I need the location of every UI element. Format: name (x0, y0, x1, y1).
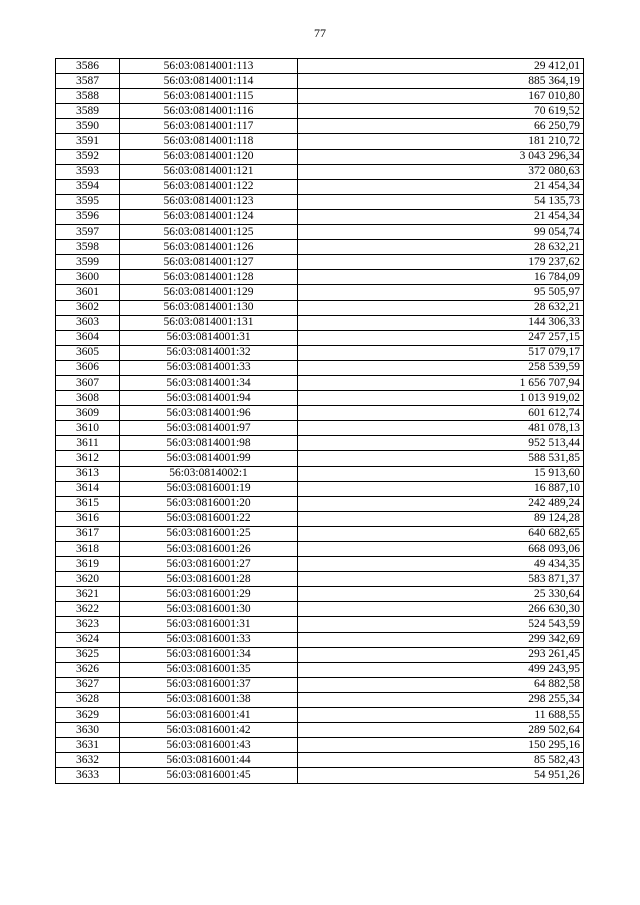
cadastral-value-cell: 289 502,64 (298, 723, 584, 738)
cadastral-value-cell: 499 243,95 (298, 662, 584, 677)
cadastral-number-cell: 56:03:0814001:94 (120, 391, 298, 406)
table-row (56, 602, 584, 617)
cadastral-value-cell: 21 454,34 (298, 209, 584, 224)
cadastral-number-cell: 56:03:0814001:127 (120, 255, 298, 270)
cadastral-value-cell: 885 364,19 (298, 74, 584, 89)
cadastral-number-cell: 56:03:0814001:115 (120, 89, 298, 104)
row-number-cell: 3598 (56, 240, 120, 255)
cadastral-number-cell: 56:03:0816001:42 (120, 723, 298, 738)
row-number-cell: 3604 (56, 330, 120, 345)
cadastral-value-cell: 54 951,26 (298, 768, 584, 783)
cadastral-value-cell: 28 632,21 (298, 300, 584, 315)
cadastral-number-cell: 56:03:0816001:37 (120, 677, 298, 692)
table-row (56, 557, 584, 572)
page-number: 77 (314, 26, 326, 40)
row-number-cell: 3621 (56, 587, 120, 602)
cadastral-value-cell: 293 261,45 (298, 647, 584, 662)
cadastral-value-cell: 258 539,59 (298, 360, 584, 375)
cadastral-number-cell: 56:03:0814001:113 (120, 59, 298, 74)
cadastral-number-cell: 56:03:0816001:20 (120, 496, 298, 511)
cadastral-value-cell: 1 656 707,94 (298, 375, 584, 390)
cadastral-number-cell: 56:03:0814001:123 (120, 194, 298, 209)
cadastral-value-cell: 640 682,65 (298, 526, 584, 541)
cadastral-value-cell: 668 093,06 (298, 542, 584, 557)
cadastral-value-cell: 64 882,58 (298, 677, 584, 692)
cadastral-number-cell: 56:03:0816001:26 (120, 542, 298, 557)
cadastral-value-cell: 21 454,34 (298, 179, 584, 194)
table-row (56, 300, 584, 315)
cadastral-value-cell: 372 080,63 (298, 164, 584, 179)
cadastral-number-cell: 56:03:0814001:122 (120, 179, 298, 194)
cadastral-value-cell: 299 342,69 (298, 632, 584, 647)
row-number-cell: 3586 (56, 59, 120, 74)
row-number-cell: 3593 (56, 164, 120, 179)
table-row (56, 738, 584, 753)
cadastral-number-cell: 56:03:0814001:98 (120, 436, 298, 451)
cadastral-value-cell: 524 543,59 (298, 617, 584, 632)
cadastral-number-cell: 56:03:0814001:96 (120, 406, 298, 421)
cadastral-value-table (55, 58, 584, 784)
cadastral-number-cell: 56:03:0816001:28 (120, 572, 298, 587)
cadastral-value-cell: 242 489,24 (298, 496, 584, 511)
row-number-cell: 3592 (56, 149, 120, 164)
table-row (56, 662, 584, 677)
cadastral-value-cell: 481 078,13 (298, 421, 584, 436)
table-row (56, 59, 584, 74)
row-number-cell: 3625 (56, 647, 120, 662)
cadastral-value-cell: 150 295,16 (298, 738, 584, 753)
table-row (56, 134, 584, 149)
cadastral-value-cell: 29 412,01 (298, 59, 584, 74)
cadastral-value-cell: 16 784,09 (298, 270, 584, 285)
cadastral-value-cell: 952 513,44 (298, 436, 584, 451)
row-number-cell: 3596 (56, 209, 120, 224)
cadastral-number-cell: 56:03:0814001:126 (120, 240, 298, 255)
cadastral-value-cell: 99 054,74 (298, 225, 584, 240)
table-row (56, 119, 584, 134)
table-row (56, 285, 584, 300)
table-row (56, 360, 584, 375)
cadastral-value-cell: 11 688,55 (298, 708, 584, 723)
table-row (56, 511, 584, 526)
table-row (56, 149, 584, 164)
row-number-cell: 3588 (56, 89, 120, 104)
cadastral-value-cell: 601 612,74 (298, 406, 584, 421)
row-number-cell: 3613 (56, 466, 120, 481)
cadastral-number-cell: 56:03:0814001:34 (120, 375, 298, 390)
cadastral-number-cell: 56:03:0816001:19 (120, 481, 298, 496)
table-row (56, 436, 584, 451)
row-number-cell: 3587 (56, 74, 120, 89)
table-row (56, 209, 584, 224)
row-number-cell: 3624 (56, 632, 120, 647)
cadastral-number-cell: 56:03:0816001:44 (120, 753, 298, 768)
cadastral-number-cell: 56:03:0814001:125 (120, 225, 298, 240)
table-row (56, 542, 584, 557)
row-number-cell: 3589 (56, 104, 120, 119)
cadastral-value-cell: 70 619,52 (298, 104, 584, 119)
row-number-cell: 3591 (56, 134, 120, 149)
cadastral-value-cell: 583 871,37 (298, 572, 584, 587)
cadastral-number-cell: 56:03:0814001:124 (120, 209, 298, 224)
cadastral-number-cell: 56:03:0816001:29 (120, 587, 298, 602)
table-row (56, 692, 584, 707)
row-number-cell: 3619 (56, 557, 120, 572)
table-row (56, 375, 584, 390)
cadastral-value-cell: 298 255,34 (298, 692, 584, 707)
row-number-cell: 3623 (56, 617, 120, 632)
table-row (56, 768, 584, 783)
cadastral-value-cell: 16 887,10 (298, 481, 584, 496)
cadastral-number-cell: 56:03:0814001:129 (120, 285, 298, 300)
cadastral-number-cell: 56:03:0816001:27 (120, 557, 298, 572)
table-body (56, 59, 584, 784)
cadastral-number-cell: 56:03:0816001:33 (120, 632, 298, 647)
row-number-cell: 3629 (56, 708, 120, 723)
cadastral-value-cell: 144 306,33 (298, 315, 584, 330)
cadastral-number-cell: 56:03:0816001:31 (120, 617, 298, 632)
cadastral-value-cell: 66 250,79 (298, 119, 584, 134)
cadastral-value-cell: 1 013 919,02 (298, 391, 584, 406)
row-number-cell: 3595 (56, 194, 120, 209)
row-number-cell: 3622 (56, 602, 120, 617)
cadastral-number-cell: 56:03:0816001:43 (120, 738, 298, 753)
cadastral-value-cell: 89 124,28 (298, 511, 584, 526)
table-row (56, 466, 584, 481)
cadastral-number-cell: 56:03:0816001:34 (120, 647, 298, 662)
cadastral-number-cell: 56:03:0816001:38 (120, 692, 298, 707)
cadastral-number-cell: 56:03:0814001:116 (120, 104, 298, 119)
cadastral-value-cell: 3 043 296,34 (298, 149, 584, 164)
table-row (56, 617, 584, 632)
cadastral-value-cell: 95 505,97 (298, 285, 584, 300)
table-row (56, 89, 584, 104)
row-number-cell: 3608 (56, 391, 120, 406)
table-row (56, 179, 584, 194)
cadastral-number-cell: 56:03:0814002:1 (120, 466, 298, 481)
table-row (56, 526, 584, 541)
row-number-cell: 3628 (56, 692, 120, 707)
row-number-cell: 3603 (56, 315, 120, 330)
row-number-cell: 3620 (56, 572, 120, 587)
cadastral-number-cell: 56:03:0816001:25 (120, 526, 298, 541)
table-row (56, 330, 584, 345)
cadastral-number-cell: 56:03:0814001:117 (120, 119, 298, 134)
row-number-cell: 3590 (56, 119, 120, 134)
cadastral-number-cell: 56:03:0816001:45 (120, 768, 298, 783)
row-number-cell: 3600 (56, 270, 120, 285)
cadastral-value-cell: 247 257,15 (298, 330, 584, 345)
cadastral-value-cell: 25 330,64 (298, 587, 584, 602)
table-row (56, 74, 584, 89)
cadastral-number-cell: 56:03:0814001:120 (120, 149, 298, 164)
table-row (56, 315, 584, 330)
cadastral-value-cell: 588 531,85 (298, 451, 584, 466)
cadastral-number-cell: 56:03:0814001:114 (120, 74, 298, 89)
row-number-cell: 3610 (56, 421, 120, 436)
table-row (56, 345, 584, 360)
row-number-cell: 3612 (56, 451, 120, 466)
table-row (56, 406, 584, 421)
cadastral-number-cell: 56:03:0816001:35 (120, 662, 298, 677)
table-row (56, 587, 584, 602)
row-number-cell: 3599 (56, 255, 120, 270)
cadastral-number-cell: 56:03:0814001:118 (120, 134, 298, 149)
row-number-cell: 3597 (56, 225, 120, 240)
cadastral-value-cell: 49 434,35 (298, 557, 584, 572)
cadastral-value-cell: 85 582,43 (298, 753, 584, 768)
cadastral-value-cell: 517 079,17 (298, 345, 584, 360)
row-number-cell: 3606 (56, 360, 120, 375)
table-row (56, 104, 584, 119)
row-number-cell: 3594 (56, 179, 120, 194)
cadastral-value-cell: 179 237,62 (298, 255, 584, 270)
row-number-cell: 3607 (56, 375, 120, 390)
row-number-cell: 3632 (56, 753, 120, 768)
cadastral-number-cell: 56:03:0814001:32 (120, 345, 298, 360)
row-number-cell: 3626 (56, 662, 120, 677)
row-number-cell: 3630 (56, 723, 120, 738)
row-number-cell: 3633 (56, 768, 120, 783)
cadastral-number-cell: 56:03:0814001:97 (120, 421, 298, 436)
table-row (56, 753, 584, 768)
row-number-cell: 3609 (56, 406, 120, 421)
table-row (56, 391, 584, 406)
row-number-cell: 3605 (56, 345, 120, 360)
table-row (56, 481, 584, 496)
cadastral-value-cell: 181 210,72 (298, 134, 584, 149)
row-number-cell: 3601 (56, 285, 120, 300)
table-row (56, 194, 584, 209)
cadastral-number-cell: 56:03:0814001:33 (120, 360, 298, 375)
cadastral-value-cell: 28 632,21 (298, 240, 584, 255)
table-row (56, 496, 584, 511)
table-row (56, 632, 584, 647)
table-row (56, 240, 584, 255)
table-row (56, 164, 584, 179)
cadastral-number-cell: 56:03:0814001:31 (120, 330, 298, 345)
table-row (56, 677, 584, 692)
table-row (56, 451, 584, 466)
row-number-cell: 3615 (56, 496, 120, 511)
cadastral-value-cell: 167 010,80 (298, 89, 584, 104)
table-row (56, 572, 584, 587)
table-row (56, 255, 584, 270)
table-row (56, 647, 584, 662)
cadastral-number-cell: 56:03:0814001:128 (120, 270, 298, 285)
cadastral-number-cell: 56:03:0816001:41 (120, 708, 298, 723)
cadastral-number-cell: 56:03:0816001:22 (120, 511, 298, 526)
row-number-cell: 3614 (56, 481, 120, 496)
row-number-cell: 3618 (56, 542, 120, 557)
cadastral-value-cell: 266 630,30 (298, 602, 584, 617)
cadastral-value-cell: 54 135,73 (298, 194, 584, 209)
row-number-cell: 3611 (56, 436, 120, 451)
cadastral-number-cell: 56:03:0814001:121 (120, 164, 298, 179)
table-row (56, 225, 584, 240)
row-number-cell: 3617 (56, 526, 120, 541)
cadastral-number-cell: 56:03:0814001:130 (120, 300, 298, 315)
cadastral-number-cell: 56:03:0814001:131 (120, 315, 298, 330)
row-number-cell: 3616 (56, 511, 120, 526)
table-row (56, 708, 584, 723)
table-row (56, 421, 584, 436)
row-number-cell: 3602 (56, 300, 120, 315)
cadastral-value-cell: 15 913,60 (298, 466, 584, 481)
table-row (56, 723, 584, 738)
table-row (56, 270, 584, 285)
row-number-cell: 3627 (56, 677, 120, 692)
cadastral-number-cell: 56:03:0814001:99 (120, 451, 298, 466)
cadastral-number-cell: 56:03:0816001:30 (120, 602, 298, 617)
row-number-cell: 3631 (56, 738, 120, 753)
